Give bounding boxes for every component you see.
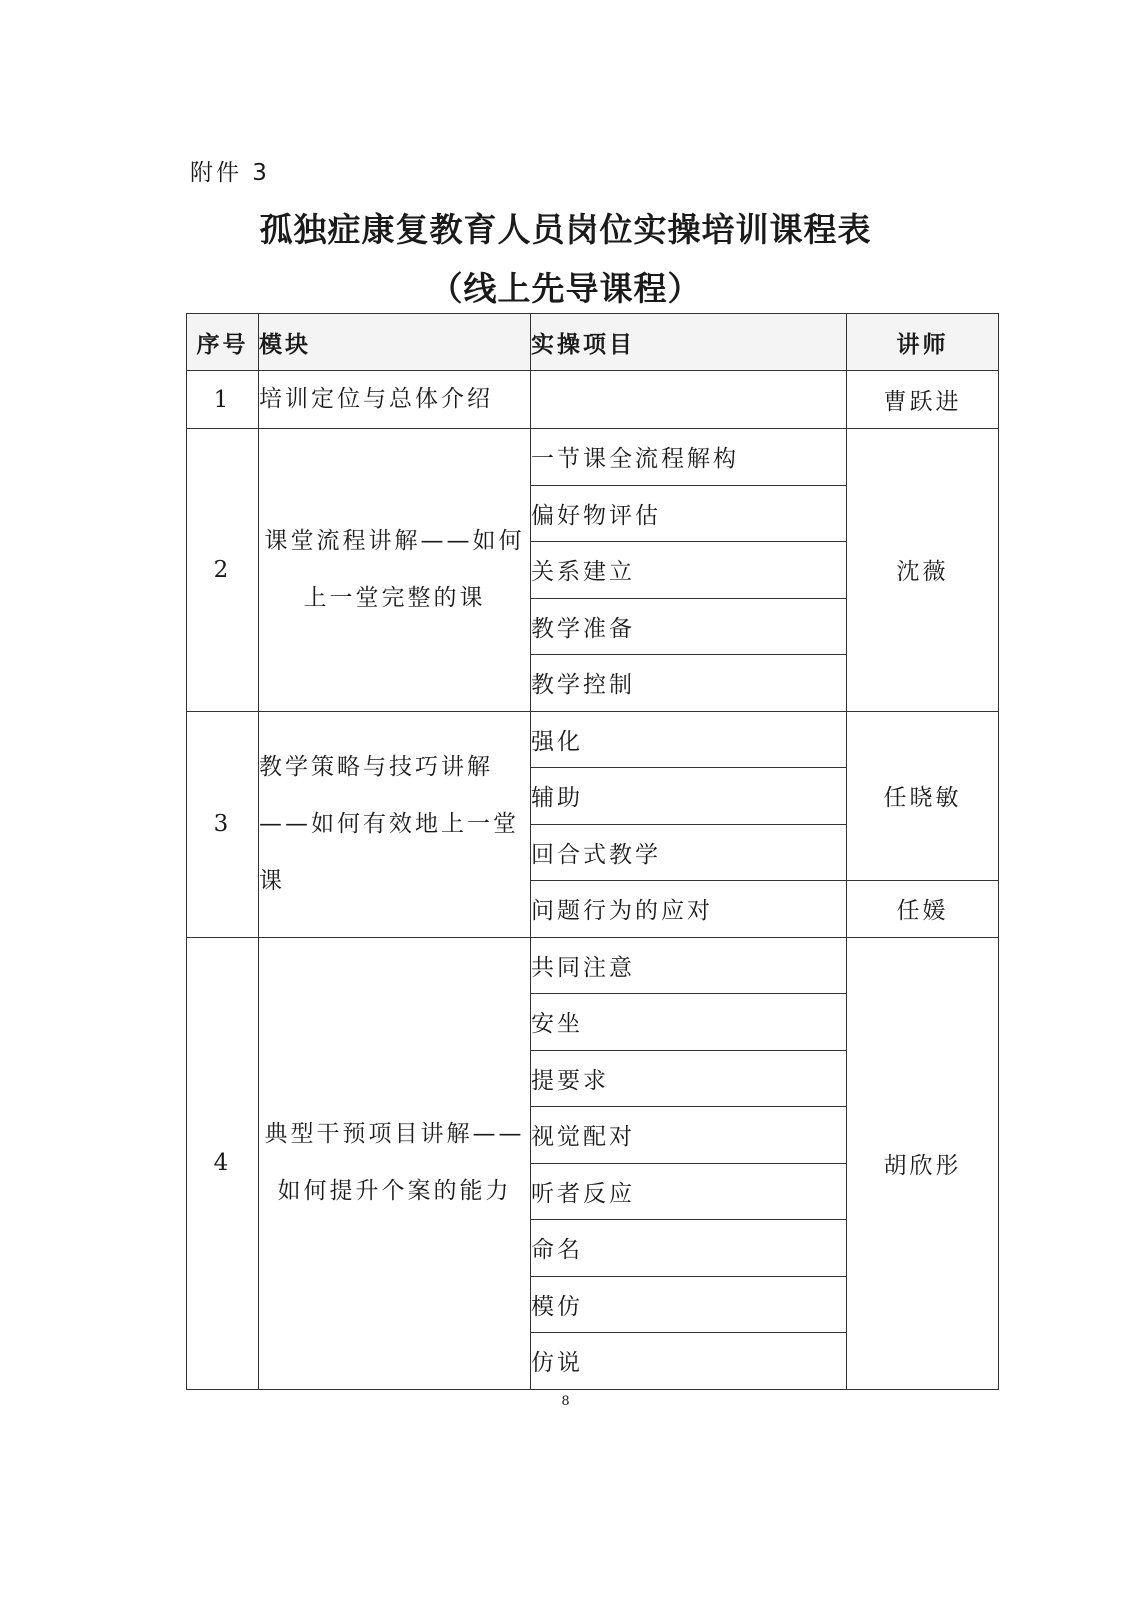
- page-number: 8: [561, 1394, 570, 1409]
- row-number: 2: [187, 429, 259, 712]
- module-cell: 教学策略与技巧讲解——如何有效地上一堂课: [259, 711, 531, 937]
- table-row: [187, 711, 999, 768]
- table-row: [187, 937, 999, 994]
- practice-item-cell: 安坐: [531, 994, 847, 1051]
- header-module: 模块: [259, 314, 531, 371]
- header-practice-item: 实操项目: [531, 314, 847, 371]
- practice-item-cell: [531, 371, 847, 429]
- row-number: 1: [187, 371, 259, 429]
- attachment-label: 附件 3: [190, 160, 270, 186]
- lecturer-cell: 胡欣彤: [847, 937, 999, 1389]
- practice-item-cell: 强化: [531, 711, 847, 768]
- practice-item-cell: 教学准备: [531, 598, 847, 655]
- lecturer-cell: 任晓敏: [847, 711, 999, 881]
- row-number: 3: [187, 711, 259, 937]
- lecturer-cell: 沈薇: [847, 429, 999, 712]
- document-subtitle: （线上先导课程）: [429, 269, 702, 308]
- practice-item-cell: 提要求: [531, 1050, 847, 1107]
- table-header-row: [187, 314, 999, 371]
- header-number: 序号: [187, 314, 259, 371]
- table-row: [187, 429, 999, 486]
- lecturer-cell: 任媛: [847, 881, 999, 938]
- lecturer-cell: 曹跃进: [847, 371, 999, 429]
- practice-item-cell: 偏好物评估: [531, 485, 847, 542]
- practice-item-cell: 模仿: [531, 1276, 847, 1333]
- header-lecturer: 讲师: [847, 314, 999, 371]
- practice-item-cell: 仿说: [531, 1333, 847, 1390]
- practice-item-cell: 回合式教学: [531, 824, 847, 881]
- practice-item-cell: 辅助: [531, 768, 847, 825]
- practice-item-cell: 关系建立: [531, 542, 847, 599]
- practice-item-cell: 命名: [531, 1220, 847, 1277]
- course-schedule-table: [186, 313, 999, 1390]
- module-cell: 课堂流程讲解——如何上一堂完整的课: [259, 429, 531, 712]
- practice-item-cell: 问题行为的应对: [531, 881, 847, 938]
- module-cell: 培训定位与总体介绍: [259, 371, 531, 429]
- practice-item-cell: 听者反应: [531, 1163, 847, 1220]
- practice-item-cell: 视觉配对: [531, 1107, 847, 1164]
- module-cell: 典型干预项目讲解——如何提升个案的能力: [259, 937, 531, 1389]
- table-row: [187, 371, 999, 429]
- document-title: 孤独症康复教育人员岗位实操培训课程表: [259, 210, 872, 249]
- practice-item-cell: 一节课全流程解构: [531, 429, 847, 486]
- practice-item-cell: 教学控制: [531, 655, 847, 712]
- practice-item-cell: 共同注意: [531, 937, 847, 994]
- row-number: 4: [187, 937, 259, 1389]
